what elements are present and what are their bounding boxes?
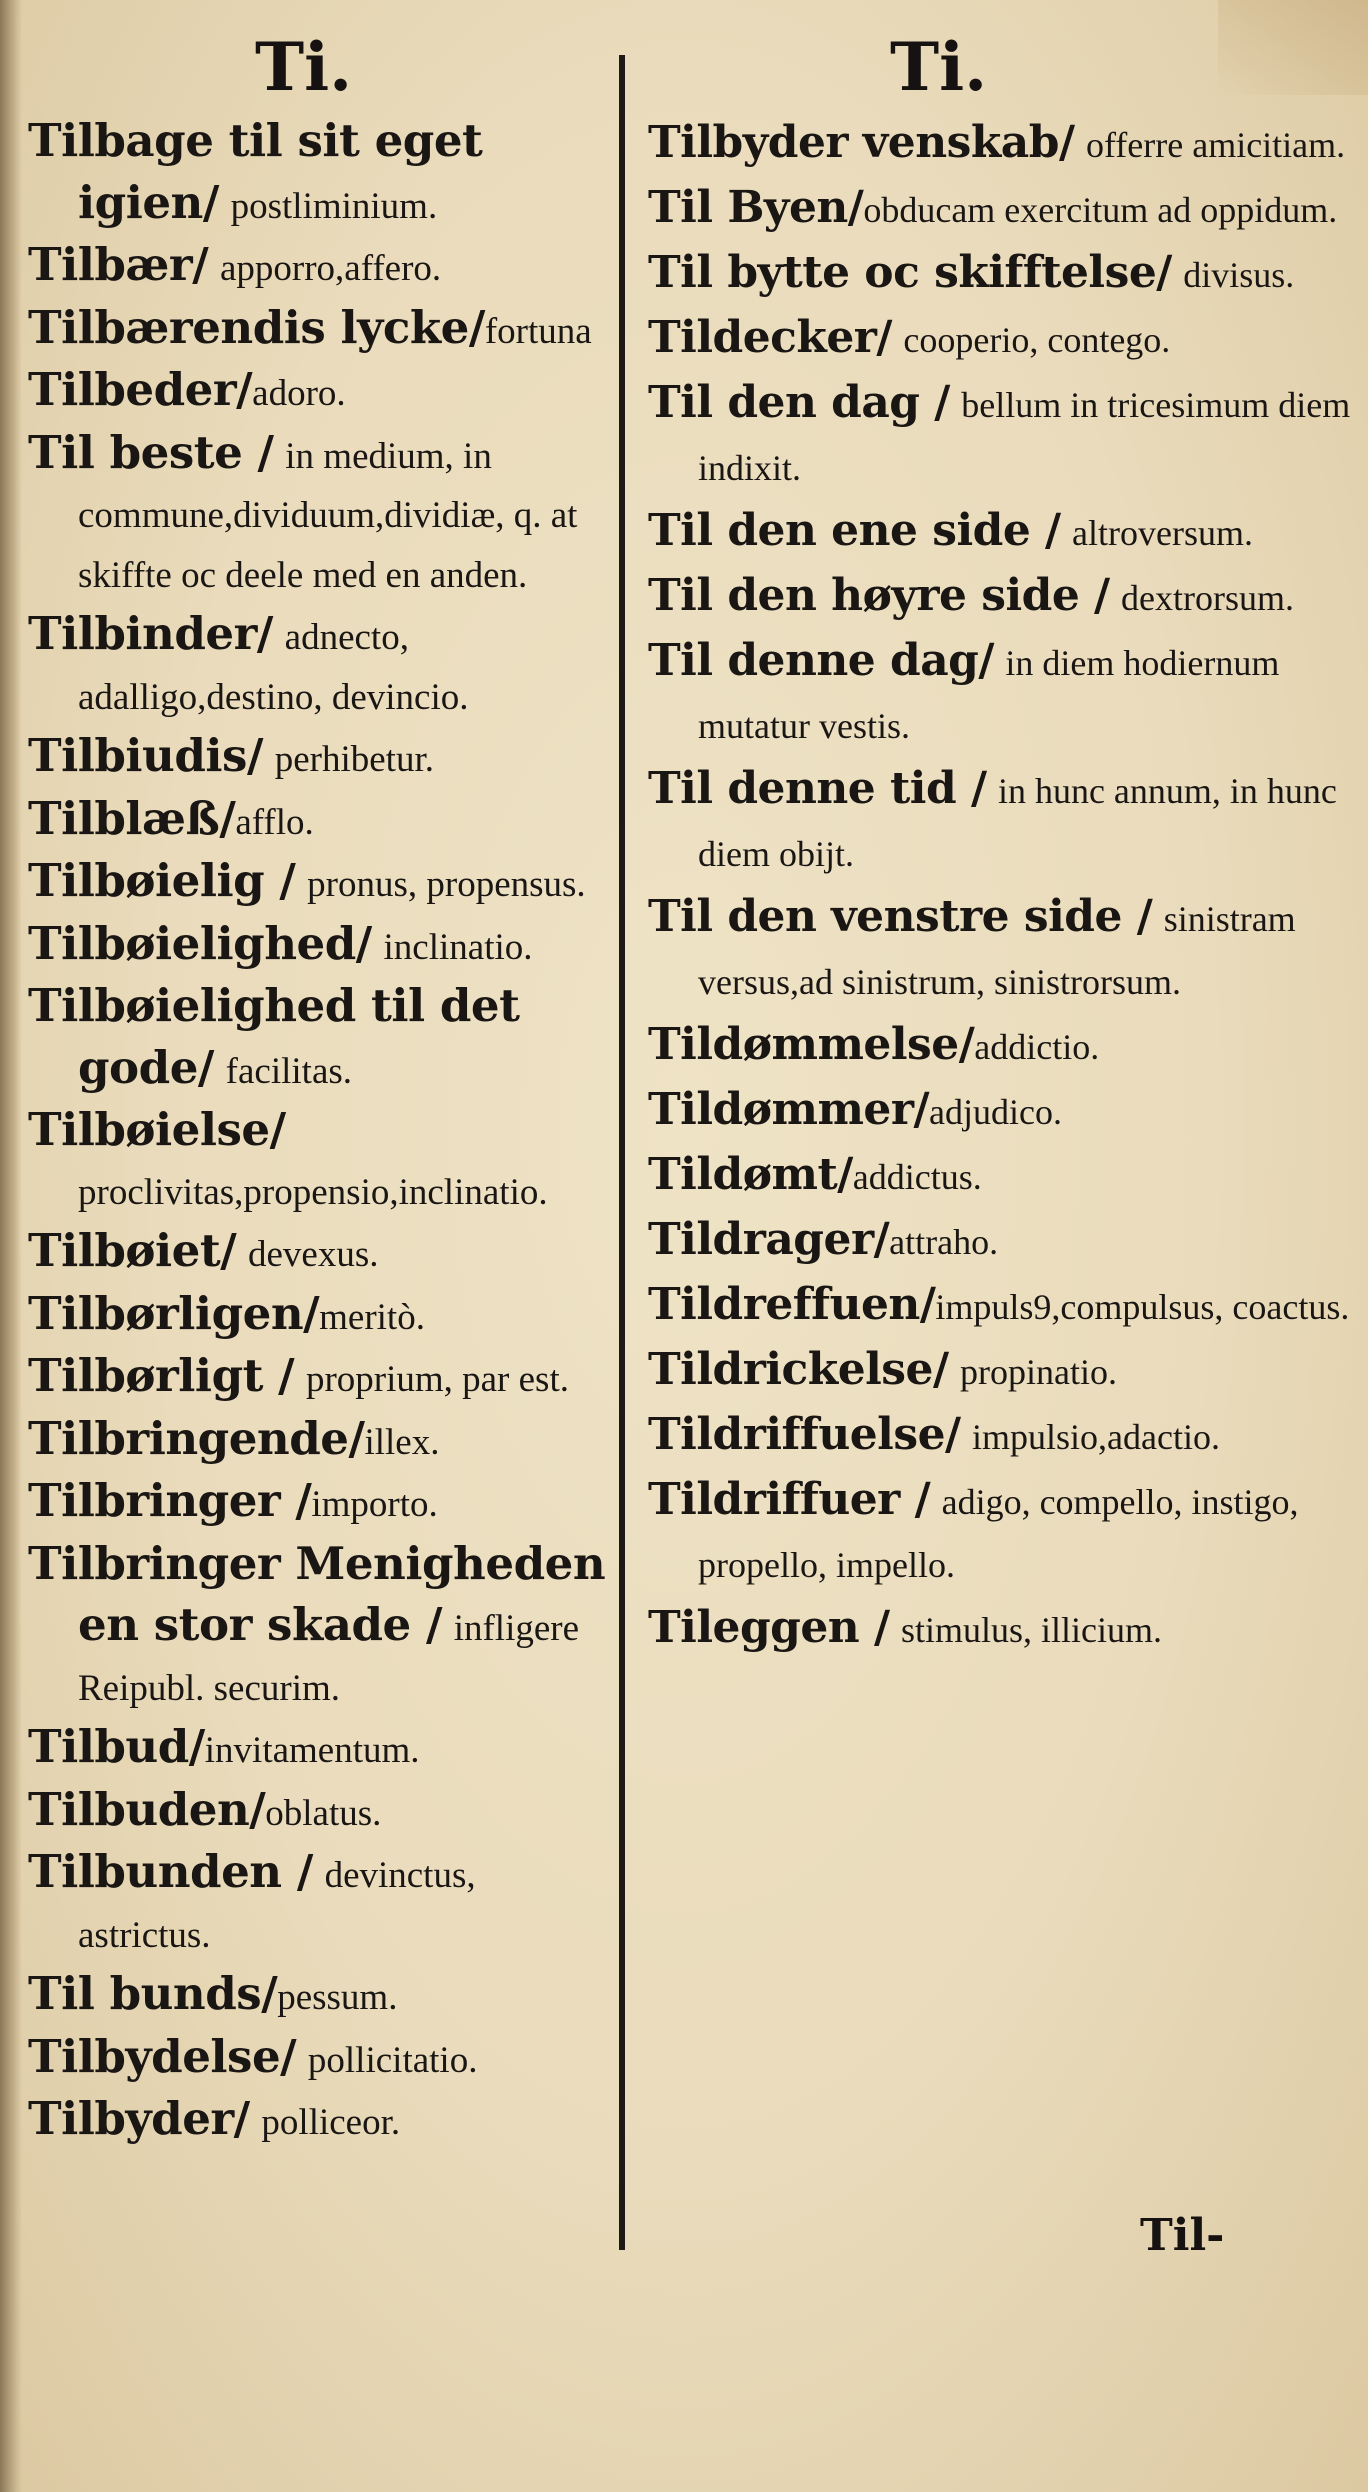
headword: Tildømmelse/ (648, 1019, 975, 1070)
dictionary-entry (648, 1404, 1354, 1469)
latin-gloss: oblatus. (265, 1792, 382, 1834)
headword: Tilbringer / (28, 1474, 312, 1527)
page-corner-wear (1218, 0, 1368, 95)
headword: Tilbud/ (28, 1720, 205, 1773)
dictionary-entry (648, 242, 1354, 307)
latin-gloss: afflo. (235, 801, 314, 843)
latin-gloss: invitamentum. (204, 1730, 420, 1771)
dictionary-entry (28, 361, 614, 424)
headword: Tilbyder venskab/ (648, 117, 1075, 168)
latin-gloss: stimulus, illicium. (901, 1610, 1163, 1650)
latin-gloss: addictus. (852, 1157, 982, 1197)
dictionary-entry (648, 1014, 1354, 1079)
latin-gloss: pollicitatio. (307, 2039, 478, 2081)
headword: Tildømmer/ (648, 1084, 930, 1135)
headword: Tildreffuen/ (648, 1279, 936, 1330)
dictionary-entry (28, 605, 614, 727)
dictionary-entry (28, 1781, 614, 1844)
page-spine-shadow (0, 0, 22, 2492)
headword: Til denne dag/ (648, 635, 994, 686)
headword: Til beste / (28, 425, 274, 479)
headword: Tildriffuelse/ (648, 1409, 961, 1460)
catchword: Til- (1140, 2210, 1225, 2261)
headword: Tilbøielighed/ (28, 916, 372, 970)
dictionary-entry (28, 1410, 614, 1473)
headword: Til den venstre side / (648, 891, 1153, 942)
headword: Tileggen / (648, 1602, 890, 1653)
latin-gloss: offerre amicitiam. (1085, 125, 1346, 165)
headword: Til bytte oc skifftelse/ (648, 247, 1172, 298)
headword: Tilbørligt / (28, 1349, 295, 1402)
headword: Til denne tid / (648, 763, 987, 814)
dictionary-entry (28, 1843, 614, 1965)
latin-gloss: in hunc annum, in hunc diem obijt. (698, 771, 1337, 874)
dictionary-entry (648, 1209, 1354, 1274)
latin-gloss: adoro. (252, 373, 346, 414)
headword: Tilbinder/ (28, 607, 273, 660)
dictionary-entry (28, 1472, 614, 1535)
headword: Tilbage til sit eget igien/ (28, 114, 483, 229)
latin-gloss: impulsio,adactio. (972, 1417, 1220, 1457)
latin-gloss: apporro,affero. (219, 248, 442, 289)
dictionary-entry (28, 1222, 614, 1285)
headword: Tilbuden/ (28, 1782, 266, 1836)
headword: Tilbøielighed til det gode/ (28, 979, 520, 1094)
latin-gloss: infligere Reipubl. securim. (78, 1608, 580, 1709)
latin-gloss: devinctus, astrictus. (78, 1855, 476, 1956)
dictionary-entry (648, 1339, 1354, 1404)
latin-gloss: importo. (311, 1484, 438, 1525)
headword: Tilbiudis/ (28, 729, 263, 782)
dictionary-entry (648, 1597, 1354, 1662)
headword: Til den dag / (648, 377, 950, 428)
dictionary-entry (648, 886, 1354, 1014)
latin-gloss: propinatio. (959, 1352, 1117, 1392)
headword: Til den ene side / (648, 505, 1061, 556)
dictionary-entry (28, 112, 614, 236)
dictionary-entry (648, 758, 1354, 886)
dictionary-entry (648, 112, 1354, 177)
latin-gloss: illex. (364, 1421, 440, 1463)
dictionary-entry (648, 307, 1354, 372)
latin-gloss: pessum. (277, 1977, 398, 2018)
dictionary-entry (648, 565, 1354, 630)
latin-gloss: fortuna (484, 310, 592, 352)
dictionary-entry (648, 372, 1354, 500)
dictionary-entry (28, 2028, 614, 2091)
latin-gloss: obducam exercitum ad oppidum. (863, 190, 1338, 230)
dictionary-entry (28, 236, 614, 299)
latin-gloss: inclinatio. (383, 926, 533, 968)
dictionary-entry (28, 977, 614, 1101)
dictionary-entry (28, 1965, 614, 2028)
dictionary-entry (28, 1285, 614, 1348)
latin-gloss: meritò. (319, 1296, 425, 1338)
headword: Tilbeder/ (28, 363, 253, 416)
headword: Tilbunden / (28, 1845, 313, 1898)
headword: Til den høyre side / (648, 570, 1110, 621)
latin-gloss: divisus. (1183, 255, 1295, 295)
latin-gloss: altroversum. (1072, 513, 1253, 553)
headword: Tilbydelse/ (28, 2029, 297, 2083)
headword: Til bunds/ (28, 1967, 278, 2020)
dictionary-entry (28, 424, 614, 606)
dictionary-entry (28, 2090, 614, 2153)
dictionary-entry (28, 1347, 614, 1410)
latin-gloss: sinistram versus,ad sinistrum, sinistrorsum. (698, 899, 1296, 1002)
dictionary-entry (648, 1079, 1354, 1144)
headword: Tildriffuer / (648, 1474, 931, 1525)
headword: Tilbøielse/ (28, 1103, 286, 1156)
headword: Tilbøielig / (28, 854, 296, 907)
latin-gloss: in diem hodiernum mutatur vestis. (698, 643, 1280, 746)
latin-gloss: in medium, in commune,dividuum,dividiæ, q. at skiffte oc deele med en anden. (78, 435, 578, 596)
right-column (648, 112, 1354, 1662)
latin-gloss: pronus, propensus. (307, 864, 586, 905)
dictionary-entry (648, 630, 1354, 758)
latin-gloss: impuls9,compulsus, coactus. (935, 1287, 1350, 1327)
latin-gloss: bellum in tricesimum diem indixit. (698, 385, 1351, 488)
headword: Tilblæß/ (28, 791, 236, 845)
latin-gloss: attraho. (889, 1222, 999, 1262)
dictionary-entry (28, 1101, 614, 1222)
headword: Tilbringer Menigheden en stor skade / (28, 1536, 606, 1651)
headword: Tilbær/ (28, 238, 209, 291)
latin-gloss: dextrorsum. (1121, 578, 1295, 618)
latin-gloss: adjudico. (929, 1092, 1063, 1132)
headword: Tildømt/ (648, 1149, 853, 1200)
latin-gloss: perhibetur. (274, 739, 434, 780)
latin-gloss: proclivitas,propensio,inclinatio. (78, 1171, 548, 1213)
dictionary-entry (28, 915, 614, 978)
dictionary-entry (28, 852, 614, 915)
dictionary-entry (28, 299, 614, 362)
headword: Tilbyder/ (28, 2092, 250, 2145)
latin-gloss: addictio. (974, 1027, 1100, 1067)
latin-gloss: devexus. (247, 1234, 379, 1275)
latin-gloss: adigo, compello, instigo, propello, impello. (698, 1482, 1299, 1585)
left-column (28, 112, 614, 2153)
headword: Til Byen/ (648, 182, 864, 233)
latin-gloss: facilitas. (225, 1050, 353, 1092)
headword: Tildrickelse/ (648, 1344, 949, 1395)
dictionary-entry (648, 500, 1354, 565)
latin-gloss: polliceor. (261, 2102, 401, 2143)
latin-gloss: postliminium. (230, 185, 438, 227)
headword: Tildrager/ (648, 1214, 890, 1265)
dictionary-entry (28, 790, 614, 853)
latin-gloss: adnecto, adalligo,destino, devincio. (78, 617, 469, 718)
headword: Tilbørligen/ (28, 1286, 320, 1340)
latin-gloss: proprium, par est. (305, 1359, 569, 1400)
running-head-left: Ti. (255, 28, 353, 106)
latin-gloss: cooperio, contego. (903, 320, 1171, 360)
headword: Tilbøiet/ (28, 1224, 237, 1277)
dictionary-entry (648, 177, 1354, 242)
headword: Tilbærendis lycke/ (28, 300, 485, 354)
dictionary-entry (648, 1274, 1354, 1339)
dictionary-entry (648, 1144, 1354, 1209)
dictionary-entry (648, 1469, 1354, 1597)
dictionary-entry (28, 727, 614, 790)
headword: Tildecker/ (648, 312, 892, 363)
running-head-right: Ti. (890, 28, 988, 106)
dictionary-entry (28, 1718, 614, 1781)
dictionary-entry (28, 1535, 614, 1719)
column-divider (619, 55, 625, 2250)
headword: Tilbringende/ (28, 1411, 365, 1465)
